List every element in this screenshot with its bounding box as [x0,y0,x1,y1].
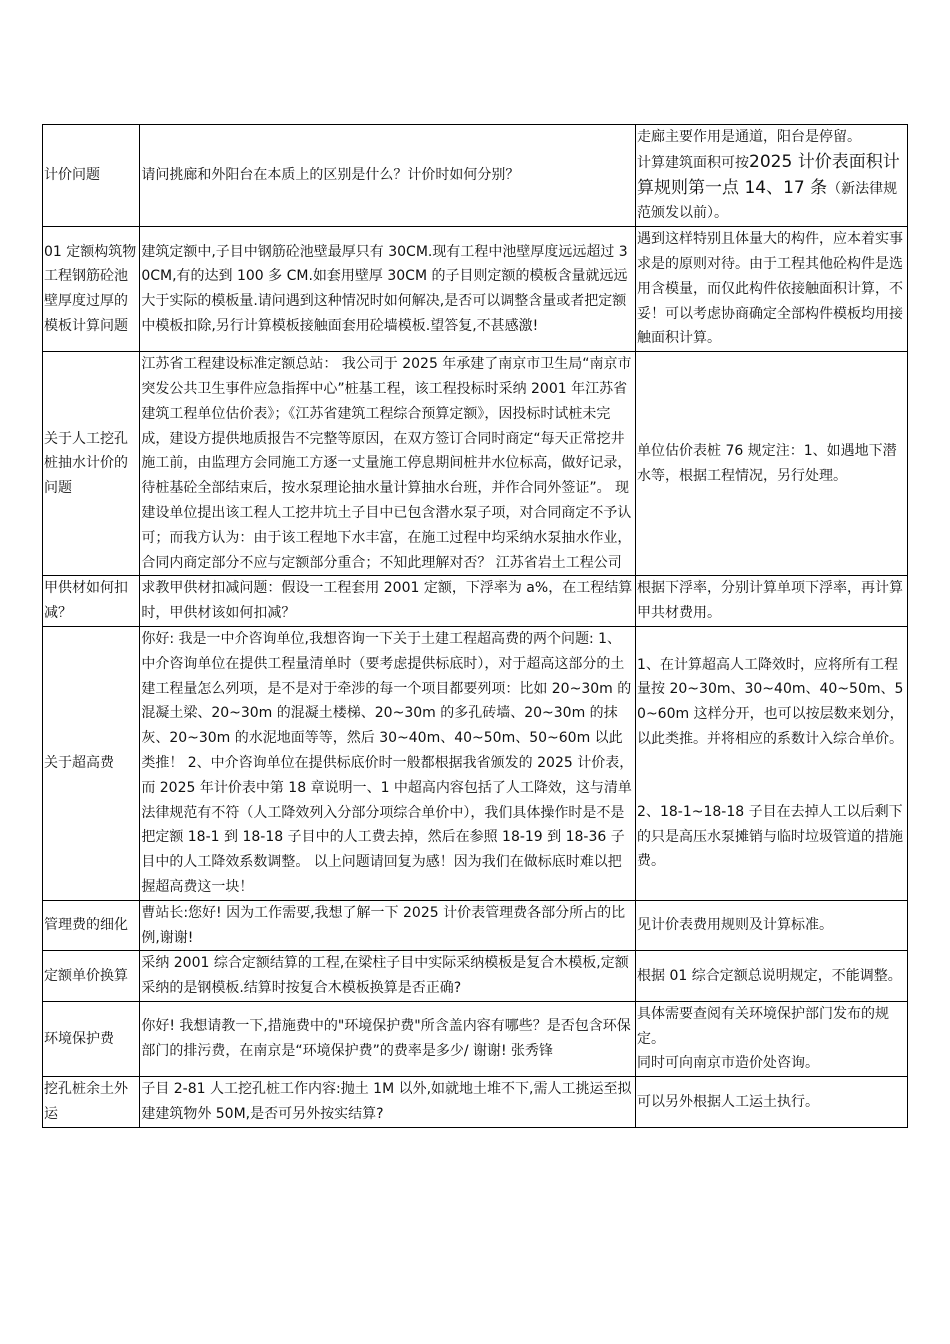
table-row [43,227,908,352]
question-cell: 请问挑廊和外阳台在本质上的区别是什么？计价时如何分别？ [140,125,636,227]
question-cell: 曹站长:您好! 因为工作需要,我想了解一下 2025 计价表管理费各部分所占的比例,谢谢! [140,900,636,951]
answer-cell: 遇到这样特别且体量大的构件，应本着实事求是的原则对待。由于工程其他砼构件是选用含模量，而仅此构件依接触面积计算，不妥！可以考虑协商确定全部构件模板均用接触面积计算。 [636,227,908,352]
answer-cell: 根据 01 综合定额总说明规定，不能调整。 [636,951,908,1002]
topic-cell: 挖孔桩余土外运 [43,1077,140,1128]
answer-text: 计算建筑面积可按 [637,154,750,171]
answer-text: 2、18-1~18-18 子目在去掉人工以后剩下的只是高压水泵摊销与临时垃圾管道的措施费。 [637,803,904,870]
topic-cell: 关于人工挖孔桩抽水计价的问题 [43,352,140,576]
question-cell: 求教甲供材扣减问题：假设一工程套用 2001 定额，下浮率为 a%，在工程结算时，甲供材该如何扣减？ [140,576,636,627]
table-row [43,125,908,227]
table-row [43,626,908,900]
question-cell: 你好! 我想请教一下,措施费中的"环境保护费"所含盖内容有哪些？是否包含环保部门的排污费，在南京是“环境保护费”的费率是多少/ 谢谢! 张秀锋 [140,1001,636,1076]
answer-cell [636,1001,908,1076]
question-cell: 子目 2-81 人工挖孔桩工作内容:抛土 1M 以外,如就地土堆不下,需人工挑运至拟建建筑物外 50M,是否可另外按实结算? [140,1077,636,1128]
table-row [43,1001,908,1076]
answer-cell [636,125,908,227]
answer-text: 2025 计价表面积计算规则第一点 14、17 条 [637,151,900,198]
topic-cell: 管理费的细化 [43,900,140,951]
answer-cell: 单位估价表桩 76 规定注：1、如遇地下潜水等，根据工程情况，另行处理。 [636,352,908,576]
answer-text: 走廊主要作用是通道，阳台是停留。 [637,129,862,145]
answer-text: 1、在计算超高人工降效时，应将所有工程量按 20~30m、30~40m、40~50m、50~60m 这样分开，也可以按层数来划分，以此类推。并将相应的系数计入综合单价。 [637,656,904,747]
topic-cell: 甲供材如何扣减？ [43,576,140,627]
qa-table [42,124,908,1128]
table-row [43,1077,908,1128]
answer-text: 具体需要查阅有关环境保护部门发布的规定。 [637,1005,890,1047]
question-cell: 建筑定额中,子目中钢筋砼池壁最厚只有 30CM.现有工程中池壁厚度远远超过 30CM,有的达到 100 多 CM.如套用壁厚 30CM 的子目则定额的模板含量就远远大于实际的模板量.请问遇到这种情况时如何解决,是否可以调整含量或者把定额中模板扣除,另行计算模板接触面套用砼墙模板.望答复,不甚感激! [140,227,636,352]
table-row [43,900,908,951]
topic-cell: 01 定额构筑物工程钢筋砼池壁厚度过厚的模板计算问题 [43,227,140,352]
answer-cell: 见计价表费用规则及计算标准。 [636,900,908,951]
question-cell: 江苏省工程建设标准定额总站： 我公司于 2025 年承建了南京市卫生局“南京市突发公共卫生事件应急指挥中心”桩基工程，该工程投标时采纳 2001 年江苏省建筑工程单位估价表》；《江苏省建筑工程综合预算定额》，因投标时试桩未完成，建设方提供地质报告不完整等原因，在双方签订合同时商定“每天正常挖井施工前，由监理方会同施工方逐一丈量施工停息期间桩井水位标高，做好记录，待桩基砼全部结束后，按水泵理论抽水量计算抽水台班，并作合同外签证”。 现建设单位提出该工程人工挖井坑土子目中已包含潜水泵子项，对合同商定不予认可；而我方认为：由于该工程地下水丰富，在施工过程中均采纳水泵抽水作业，合同内商定部分不应与定额部分重合；不知此理解对否？ 江苏省岩土工程公司 [140,352,636,576]
answer-text: （新法律规范颁发以前）。 [637,180,898,222]
topic-cell: 计价问题 [43,125,140,227]
answer-text: 同时可向南京市造价处咨询。 [637,1055,820,1072]
table-row [43,576,908,627]
topic-cell: 定额单价换算 [43,951,140,1002]
topic-cell: 环境保护费 [43,1001,140,1076]
table-row [43,352,908,576]
answer-cell: 根据下浮率，分别计算单项下浮率，再计算甲共材费用。 [636,576,908,627]
question-cell: 你好: 我是一中介咨询单位,我想咨询一下关于土建工程超高费的两个问题: 1、中介咨询单位在提供工程量清单时（要考虑提供标底时），对于超高这部分的土建工程量怎么列项，是不是对于牵涉的每一个项目都要列项：比如 20~30m 的混凝土梁、20~30m 的混凝土楼梯、20~30m 的多孔砖墙、20~30m 的抹灰、20~30m 的水泥地面等等，然后 30~40m、40~50m、50~60m 以此类推！ 2、中介咨询单位在提供标底价时一般都根据我省颁发的 2025 计价表，而 2025 年计价表中第 18 章说明一、1 中超高内容包括了人工降效，这与清单法律规范有不符（人工降效列入分部分项综合单价中），我们具体操作时是不是把定额 18-1 到 18-18 子目中的人工费去掉，然后在参照 18-19 到 18-36 子目中的人工降效系数调整。 以上问题请回复为感！因为我们在做标底时难以把握超高费这一块！ [140,626,636,900]
answer-cell [636,626,908,900]
topic-cell: 关于超高费 [43,626,140,900]
table-row [43,951,908,1002]
question-cell: 采纳 2001 综合定额结算的工程,在梁柱子目中实际采纳模板是复合木模板,定额采纳的是钢模板.结算时按复合木模板换算是否正确? [140,951,636,1002]
answer-cell: 可以另外根据人工运土执行。 [636,1077,908,1128]
